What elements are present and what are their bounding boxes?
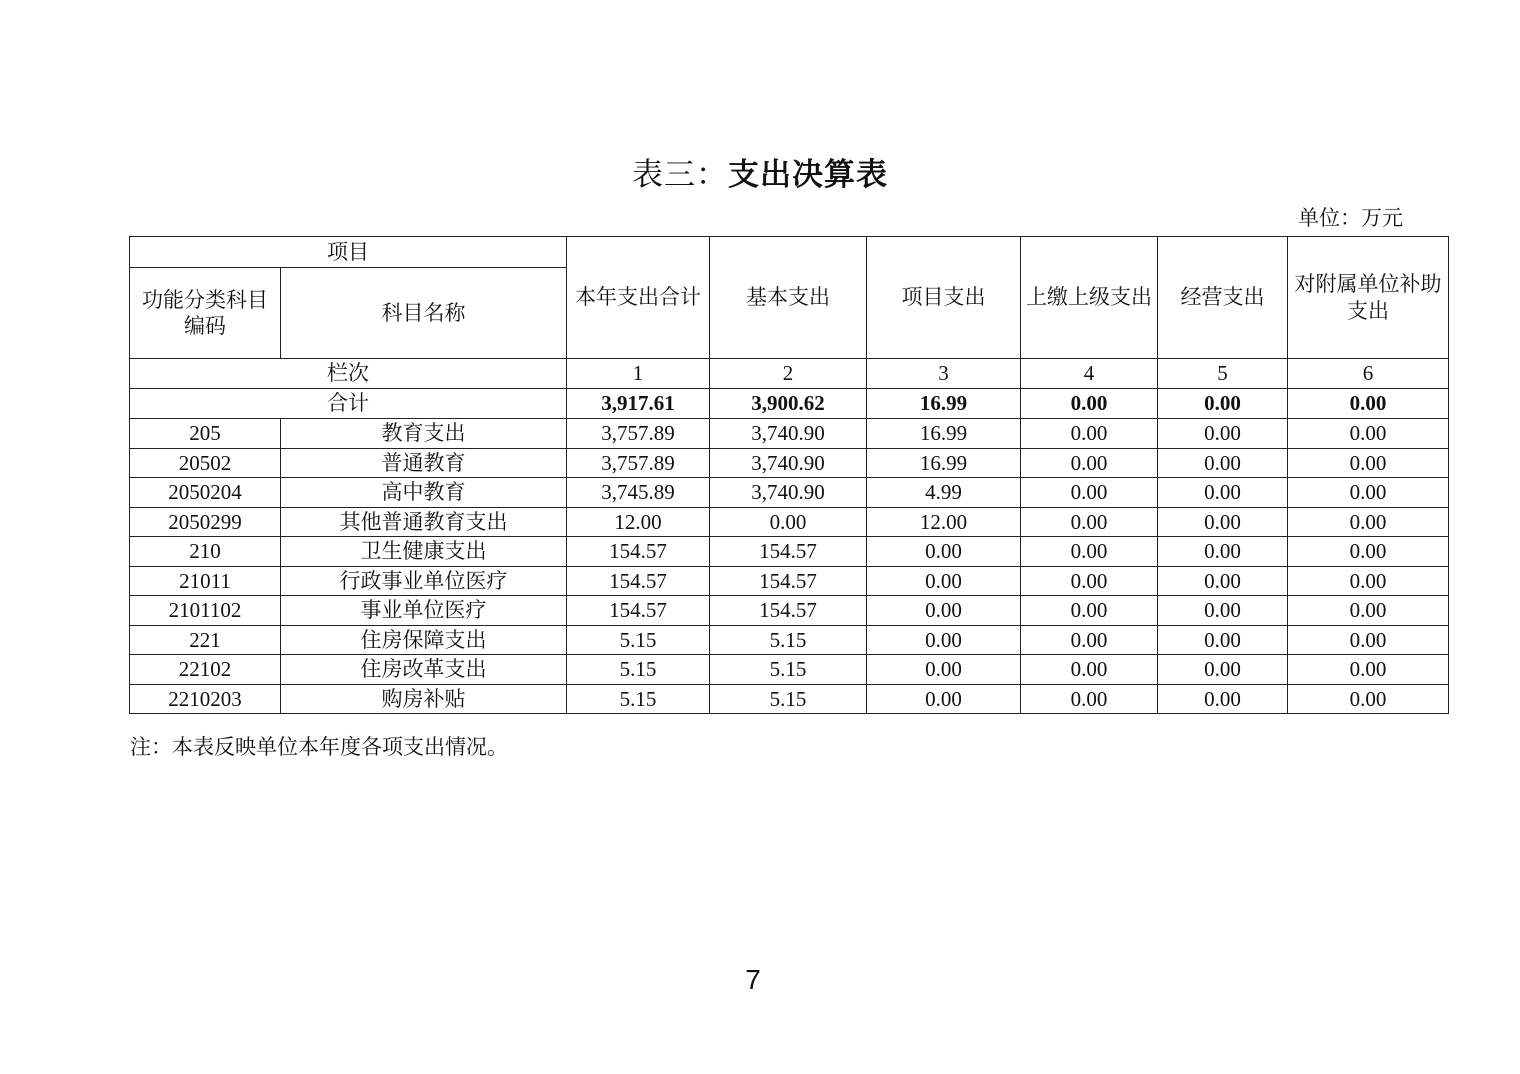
value-cell: 12.00 (567, 507, 710, 537)
value-cell: 0.00 (1021, 596, 1158, 626)
page-title-prefix: 表三： (632, 157, 728, 192)
total-value-cell: 16.99 (867, 389, 1021, 419)
table-row (130, 625, 1449, 655)
value-cell: 0.00 (1158, 625, 1288, 655)
table-row (130, 566, 1449, 596)
value-cell: 5.15 (710, 625, 867, 655)
code-cell: 21011 (130, 566, 281, 596)
value-cell: 0.00 (1288, 419, 1449, 449)
value-cell: 3,740.90 (710, 419, 867, 449)
value-cell: 154.57 (567, 537, 710, 567)
value-cell: 12.00 (867, 507, 1021, 537)
lane-number: 1 (567, 359, 710, 389)
value-cell: 0.00 (1288, 448, 1449, 478)
value-cell: 0.00 (1021, 478, 1158, 508)
value-cell: 0.00 (1021, 507, 1158, 537)
value-cell: 0.00 (1158, 655, 1288, 685)
page-number: 7 (745, 964, 761, 995)
value-cell: 0.00 (867, 537, 1021, 567)
total-row (130, 389, 1449, 419)
page-title-main: 支出决算表 (728, 157, 888, 192)
value-cell: 5.15 (567, 684, 710, 714)
lane-number: 6 (1288, 359, 1449, 389)
table-row (130, 507, 1449, 537)
value-cell: 5.15 (710, 684, 867, 714)
value-cell: 154.57 (567, 596, 710, 626)
total-value-cell: 0.00 (1288, 389, 1449, 419)
value-cell: 0.00 (1288, 507, 1449, 537)
value-cell: 5.15 (567, 625, 710, 655)
value-cell: 0.00 (1158, 419, 1288, 449)
code-cell: 2050204 (130, 478, 281, 508)
value-cell: 3,757.89 (567, 448, 710, 478)
value-cell: 0.00 (1021, 537, 1158, 567)
value-cell: 0.00 (867, 596, 1021, 626)
value-cell: 0.00 (1021, 448, 1158, 478)
header-operating-expenditure: 经营支出 (1158, 237, 1288, 359)
value-cell: 0.00 (867, 684, 1021, 714)
name-cell: 高中教育 (281, 478, 567, 508)
value-cell: 154.57 (710, 596, 867, 626)
value-cell: 0.00 (1288, 566, 1449, 596)
table-row (130, 596, 1449, 626)
name-cell: 行政事业单位医疗 (281, 566, 567, 596)
value-cell: 0.00 (1288, 596, 1449, 626)
header-basic-expenditure: 基本支出 (710, 237, 867, 359)
lane-number: 3 (867, 359, 1021, 389)
value-cell: 0.00 (1021, 625, 1158, 655)
lane-number: 2 (710, 359, 867, 389)
value-cell: 0.00 (1158, 684, 1288, 714)
total-value-cell: 3,900.62 (710, 389, 867, 419)
name-cell: 其他普通教育支出 (281, 507, 567, 537)
value-cell: 0.00 (867, 566, 1021, 596)
value-cell: 0.00 (1021, 684, 1158, 714)
value-cell: 0.00 (1158, 537, 1288, 567)
name-cell: 住房保障支出 (281, 625, 567, 655)
value-cell: 5.15 (710, 655, 867, 685)
value-cell: 154.57 (567, 566, 710, 596)
total-label: 合计 (130, 389, 567, 419)
value-cell: 0.00 (710, 507, 867, 537)
value-cell: 0.00 (1288, 537, 1449, 567)
lane-label: 栏次 (130, 359, 567, 389)
value-cell: 0.00 (1288, 625, 1449, 655)
code-cell: 210 (130, 537, 281, 567)
value-cell: 0.00 (1158, 596, 1288, 626)
value-cell: 154.57 (710, 566, 867, 596)
code-cell: 2050299 (130, 507, 281, 537)
code-cell: 22102 (130, 655, 281, 685)
value-cell: 0.00 (1021, 566, 1158, 596)
lane-number-row (130, 359, 1449, 389)
name-cell: 普通教育 (281, 448, 567, 478)
value-cell: 0.00 (1158, 507, 1288, 537)
total-value-cell: 0.00 (1021, 389, 1158, 419)
name-cell: 购房补贴 (281, 684, 567, 714)
value-cell: 0.00 (1021, 419, 1158, 449)
value-cell: 0.00 (1021, 655, 1158, 685)
value-cell: 4.99 (867, 478, 1021, 508)
header-project-group: 项目 (130, 237, 567, 268)
table-footnote: 注：本表反映单位本年度各项支出情况。 (130, 735, 508, 759)
unit-label: 单位：万元 (1298, 206, 1403, 230)
value-cell: 0.00 (1158, 448, 1288, 478)
value-cell: 3,757.89 (567, 419, 710, 449)
header-upper-level-expenditure: 上缴上级支出 (1021, 237, 1158, 359)
table-row (130, 684, 1449, 714)
table-row (130, 478, 1449, 508)
value-cell: 5.15 (567, 655, 710, 685)
value-cell: 154.57 (710, 537, 867, 567)
table-row (130, 448, 1449, 478)
table-row (130, 537, 1449, 567)
name-cell: 卫生健康支出 (281, 537, 567, 567)
total-value-cell: 3,917.61 (567, 389, 710, 419)
header-project-expenditure: 项目支出 (867, 237, 1021, 359)
table-row (130, 655, 1449, 685)
header-group-row (130, 237, 1449, 268)
value-cell: 3,740.90 (710, 448, 867, 478)
code-cell: 2101102 (130, 596, 281, 626)
value-cell: 0.00 (867, 655, 1021, 685)
value-cell: 16.99 (867, 448, 1021, 478)
lane-number: 5 (1158, 359, 1288, 389)
code-cell: 205 (130, 419, 281, 449)
page-title (0, 155, 1520, 195)
lane-number: 4 (1021, 359, 1158, 389)
value-cell: 0.00 (1288, 478, 1449, 508)
value-cell: 0.00 (1158, 566, 1288, 596)
code-cell: 20502 (130, 448, 281, 478)
header-subsidy-expenditure: 对附属单位补助支出 (1288, 237, 1449, 359)
name-cell: 教育支出 (281, 419, 567, 449)
total-value-cell: 0.00 (1158, 389, 1288, 419)
header-function-code: 功能分类科目编码 (130, 268, 281, 359)
value-cell: 3,745.89 (567, 478, 710, 508)
header-subject-name: 科目名称 (281, 268, 567, 359)
table-row (130, 419, 1449, 449)
header-total-expenditure: 本年支出合计 (567, 237, 710, 359)
name-cell: 住房改革支出 (281, 655, 567, 685)
value-cell: 16.99 (867, 419, 1021, 449)
code-cell: 2210203 (130, 684, 281, 714)
value-cell: 3,740.90 (710, 478, 867, 508)
value-cell: 0.00 (1158, 478, 1288, 508)
value-cell: 0.00 (1288, 655, 1449, 685)
value-cell: 0.00 (1288, 684, 1449, 714)
expenditure-table (129, 236, 1449, 714)
code-cell: 221 (130, 625, 281, 655)
name-cell: 事业单位医疗 (281, 596, 567, 626)
value-cell: 0.00 (867, 625, 1021, 655)
